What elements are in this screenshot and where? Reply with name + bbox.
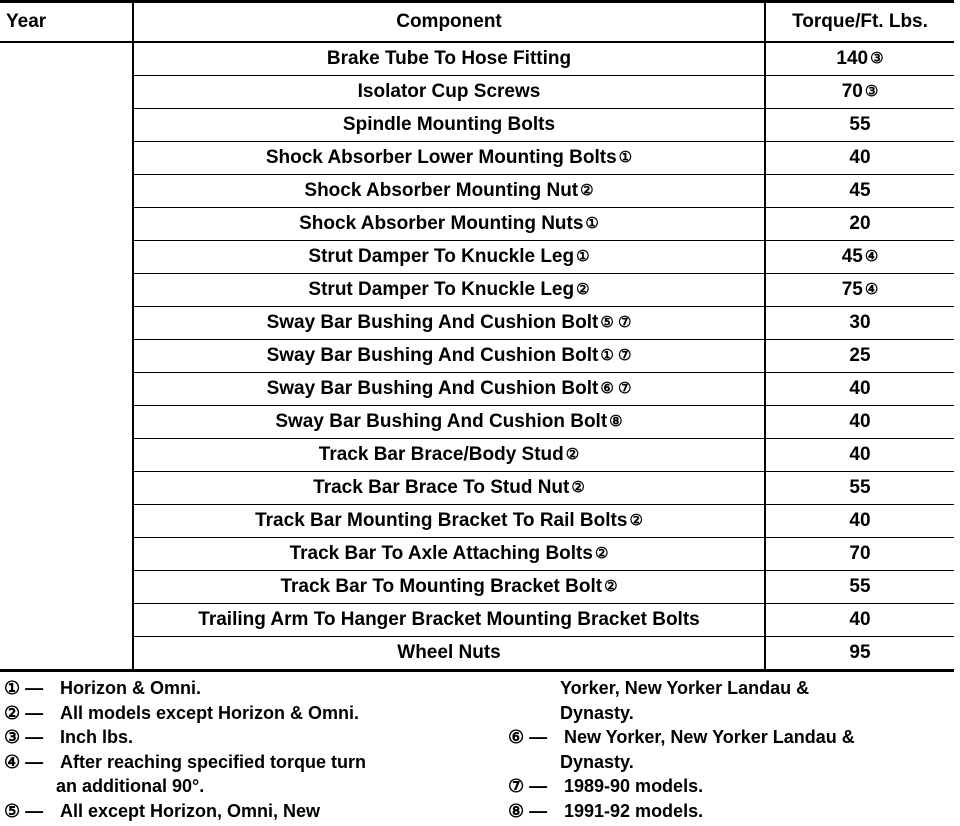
footnote-marker: ② — bbox=[4, 702, 44, 723]
torque-value: 75 bbox=[841, 279, 863, 300]
footnote-text: Dynasty. bbox=[560, 702, 634, 723]
torque-value: 55 bbox=[849, 477, 871, 498]
component-footnote-ref: ② bbox=[604, 578, 618, 595]
torque-cell bbox=[765, 175, 954, 208]
footnotes-right-column bbox=[508, 676, 954, 823]
component-cell bbox=[133, 76, 765, 109]
torque-value: 40 bbox=[849, 609, 871, 630]
footnote-line bbox=[508, 676, 954, 701]
component-footnote-ref: ② bbox=[580, 182, 594, 199]
torque-value: 140 bbox=[836, 48, 869, 69]
year-cell bbox=[0, 274, 133, 307]
footnote-line bbox=[4, 750, 474, 775]
footnote-text: All models except Horizon & Omni. bbox=[60, 702, 360, 723]
table-row bbox=[0, 208, 954, 241]
year-cell bbox=[0, 406, 133, 439]
footnote-line bbox=[4, 676, 474, 701]
footnote-line bbox=[508, 750, 954, 775]
torque-value: 95 bbox=[849, 642, 871, 663]
component-footnote-ref: ① ⑦ bbox=[600, 347, 632, 364]
footnote-line bbox=[4, 799, 474, 824]
footnote-text: an additional 90°. bbox=[56, 776, 205, 796]
component-cell bbox=[133, 406, 765, 439]
component-cell bbox=[133, 340, 765, 373]
footnote-line bbox=[508, 774, 954, 799]
year-cell bbox=[0, 142, 133, 175]
component-name: Spindle Mounting Bolts bbox=[342, 114, 556, 135]
table-body bbox=[0, 42, 954, 671]
torque-value: 30 bbox=[849, 312, 871, 333]
footnote-text: 1991-92 models. bbox=[564, 800, 704, 821]
footnote-marker: ③ — bbox=[4, 727, 44, 747]
torque-value: 55 bbox=[849, 114, 871, 135]
year-cell bbox=[0, 42, 133, 76]
component-name: Track Bar To Mounting Bracket Bolt bbox=[280, 576, 603, 597]
torque-value: 55 bbox=[849, 576, 871, 597]
table-row bbox=[0, 76, 954, 109]
component-name: Shock Absorber Mounting Nut bbox=[304, 180, 579, 201]
footnote-line bbox=[4, 774, 474, 799]
footnote-text: New Yorker, New Yorker Landau & bbox=[564, 727, 855, 747]
table-row bbox=[0, 241, 954, 274]
component-cell bbox=[133, 571, 765, 604]
table-row bbox=[0, 538, 954, 571]
component-name: Trailing Arm To Hanger Bracket Mounting Bracket Bolts bbox=[198, 609, 700, 630]
year-cell bbox=[0, 307, 133, 340]
torque-cell bbox=[765, 340, 954, 373]
torque-cell bbox=[765, 604, 954, 637]
footnote-line bbox=[4, 725, 474, 750]
year-cell bbox=[0, 109, 133, 142]
torque-value: 40 bbox=[849, 510, 871, 531]
component-footnote-ref: ① bbox=[576, 248, 590, 265]
table-row bbox=[0, 340, 954, 373]
footnote-text: Dynasty. bbox=[560, 751, 634, 772]
table-row bbox=[0, 439, 954, 472]
component-name: Sway Bar Bushing And Cushion Bolt bbox=[266, 312, 599, 333]
torque-cell bbox=[765, 109, 954, 142]
component-footnote-ref: ① bbox=[618, 149, 633, 166]
component-name: Track Bar Brace To Stud Nut bbox=[313, 477, 570, 498]
component-name: Sway Bar Bushing And Cushion Bolt bbox=[266, 345, 599, 366]
torque-footnote-ref: ④ bbox=[864, 248, 879, 265]
table-row bbox=[0, 109, 954, 142]
component-name: Shock Absorber Mounting Nuts bbox=[299, 213, 584, 234]
year-cell bbox=[0, 175, 133, 208]
torque-cell bbox=[765, 406, 954, 439]
year-cell bbox=[0, 571, 133, 604]
torque-value: 20 bbox=[849, 213, 871, 234]
table-row bbox=[0, 142, 954, 175]
component-footnote-ref: ⑧ bbox=[609, 413, 623, 430]
footnote-text: After reaching specified torque turn bbox=[60, 751, 367, 772]
table-row bbox=[0, 472, 954, 505]
torque-column-header: Torque/Ft. Lbs. bbox=[765, 2, 954, 43]
footnote-line bbox=[508, 725, 954, 750]
table-header-row bbox=[0, 2, 954, 43]
footnote-marker: ⑤ — bbox=[4, 800, 44, 821]
torque-value: 40 bbox=[849, 147, 871, 168]
component-footnote-ref: ② bbox=[629, 512, 643, 529]
component-cell bbox=[133, 637, 765, 671]
torque-cell bbox=[765, 142, 954, 175]
year-cell bbox=[0, 505, 133, 538]
table-row bbox=[0, 274, 954, 307]
torque-cell bbox=[765, 571, 954, 604]
year-cell bbox=[0, 538, 133, 571]
torque-value: 40 bbox=[849, 411, 871, 432]
component-cell bbox=[133, 241, 765, 274]
year-cell bbox=[0, 76, 133, 109]
component-cell bbox=[133, 208, 765, 241]
component-cell bbox=[133, 604, 765, 637]
component-cell bbox=[133, 373, 765, 406]
component-name: Track Bar Mounting Bracket To Rail Bolts bbox=[255, 510, 628, 531]
footnote-text: 1989-90 models. bbox=[564, 776, 704, 796]
component-footnote-ref: ② bbox=[571, 479, 585, 496]
table-row bbox=[0, 42, 954, 76]
component-column-header: Component bbox=[133, 2, 765, 43]
torque-cell bbox=[765, 373, 954, 406]
footnote-text: All except Horizon, Omni, New bbox=[60, 800, 321, 821]
torque-cell bbox=[765, 637, 954, 671]
torque-cell bbox=[765, 307, 954, 340]
year-cell bbox=[0, 241, 133, 274]
torque-footnote-ref: ④ bbox=[864, 281, 879, 298]
component-name: Sway Bar Bushing And Cushion Bolt bbox=[275, 411, 608, 432]
component-cell bbox=[133, 109, 765, 142]
component-footnote-ref: ① bbox=[585, 215, 599, 232]
component-footnote-ref: ⑤ ⑦ bbox=[600, 314, 632, 331]
year-cell bbox=[0, 373, 133, 406]
year-column-header: Year bbox=[0, 2, 133, 43]
table-row bbox=[0, 175, 954, 208]
torque-value: 45 bbox=[841, 246, 863, 267]
torque-value: 45 bbox=[849, 180, 871, 201]
torque-value: 70 bbox=[841, 81, 863, 102]
component-name: Wheel Nuts bbox=[397, 642, 501, 663]
footnote-marker: ⑦ — bbox=[508, 776, 548, 796]
table-row bbox=[0, 505, 954, 538]
year-cell bbox=[0, 604, 133, 637]
torque-cell bbox=[765, 241, 954, 274]
torque-value: 25 bbox=[849, 345, 871, 366]
table-row bbox=[0, 307, 954, 340]
component-name: Strut Damper To Knuckle Leg bbox=[308, 279, 575, 300]
table-row bbox=[0, 637, 954, 671]
component-name: Shock Absorber Lower Mounting Bolts bbox=[265, 147, 617, 168]
footnote-line bbox=[508, 701, 954, 726]
footnote-text: Horizon & Omni. bbox=[60, 678, 201, 698]
component-name: Brake Tube To Hose Fitting bbox=[326, 48, 572, 69]
footnotes-left-column bbox=[4, 676, 474, 823]
component-name: Track Bar To Axle Attaching Bolts bbox=[289, 543, 593, 564]
component-footnote-ref: ② bbox=[576, 281, 590, 298]
footnote-marker: ⑧ — bbox=[508, 800, 548, 821]
component-cell bbox=[133, 142, 765, 175]
table-row bbox=[0, 604, 954, 637]
torque-footnote-ref: ③ bbox=[870, 50, 884, 67]
component-name: Strut Damper To Knuckle Leg bbox=[308, 246, 575, 267]
component-name: Sway Bar Bushing And Cushion Bolt bbox=[266, 378, 599, 399]
torque-cell bbox=[765, 42, 954, 76]
year-cell bbox=[0, 208, 133, 241]
component-cell bbox=[133, 439, 765, 472]
torque-cell bbox=[765, 538, 954, 571]
torque-footnote-ref: ③ bbox=[864, 83, 879, 100]
component-cell bbox=[133, 505, 765, 538]
component-footnote-ref: ⑥ ⑦ bbox=[600, 380, 632, 397]
year-cell bbox=[0, 340, 133, 373]
year-cell bbox=[0, 637, 133, 671]
component-cell bbox=[133, 538, 765, 571]
footnote-text: Yorker, New Yorker Landau & bbox=[560, 678, 810, 698]
torque-cell bbox=[765, 439, 954, 472]
year-cell bbox=[0, 472, 133, 505]
component-cell bbox=[133, 472, 765, 505]
torque-cell bbox=[765, 208, 954, 241]
component-cell bbox=[133, 175, 765, 208]
component-name: Isolator Cup Screws bbox=[357, 81, 541, 102]
component-footnote-ref: ② bbox=[594, 545, 609, 562]
torque-cell bbox=[765, 472, 954, 505]
torque-value: 40 bbox=[849, 378, 871, 399]
footnote-marker: ④ — bbox=[4, 751, 44, 772]
torque-value: 70 bbox=[849, 543, 871, 564]
torque-cell bbox=[765, 76, 954, 109]
table-row bbox=[0, 571, 954, 604]
footnote-marker: ⑥ — bbox=[508, 727, 548, 747]
footnote-line bbox=[4, 701, 474, 726]
component-cell bbox=[133, 307, 765, 340]
year-cell bbox=[0, 439, 133, 472]
torque-value: 40 bbox=[849, 444, 871, 465]
component-cell bbox=[133, 42, 765, 76]
torque-cell bbox=[765, 505, 954, 538]
component-cell bbox=[133, 274, 765, 307]
footnote-text: Inch lbs. bbox=[60, 727, 134, 747]
footnote-marker: ① — bbox=[4, 678, 44, 698]
table-row bbox=[0, 373, 954, 406]
table-row bbox=[0, 406, 954, 439]
component-name: Track Bar Brace/Body Stud bbox=[318, 444, 564, 465]
torque-cell bbox=[765, 274, 954, 307]
component-footnote-ref: ② bbox=[565, 446, 580, 463]
footnote-line bbox=[508, 799, 954, 824]
